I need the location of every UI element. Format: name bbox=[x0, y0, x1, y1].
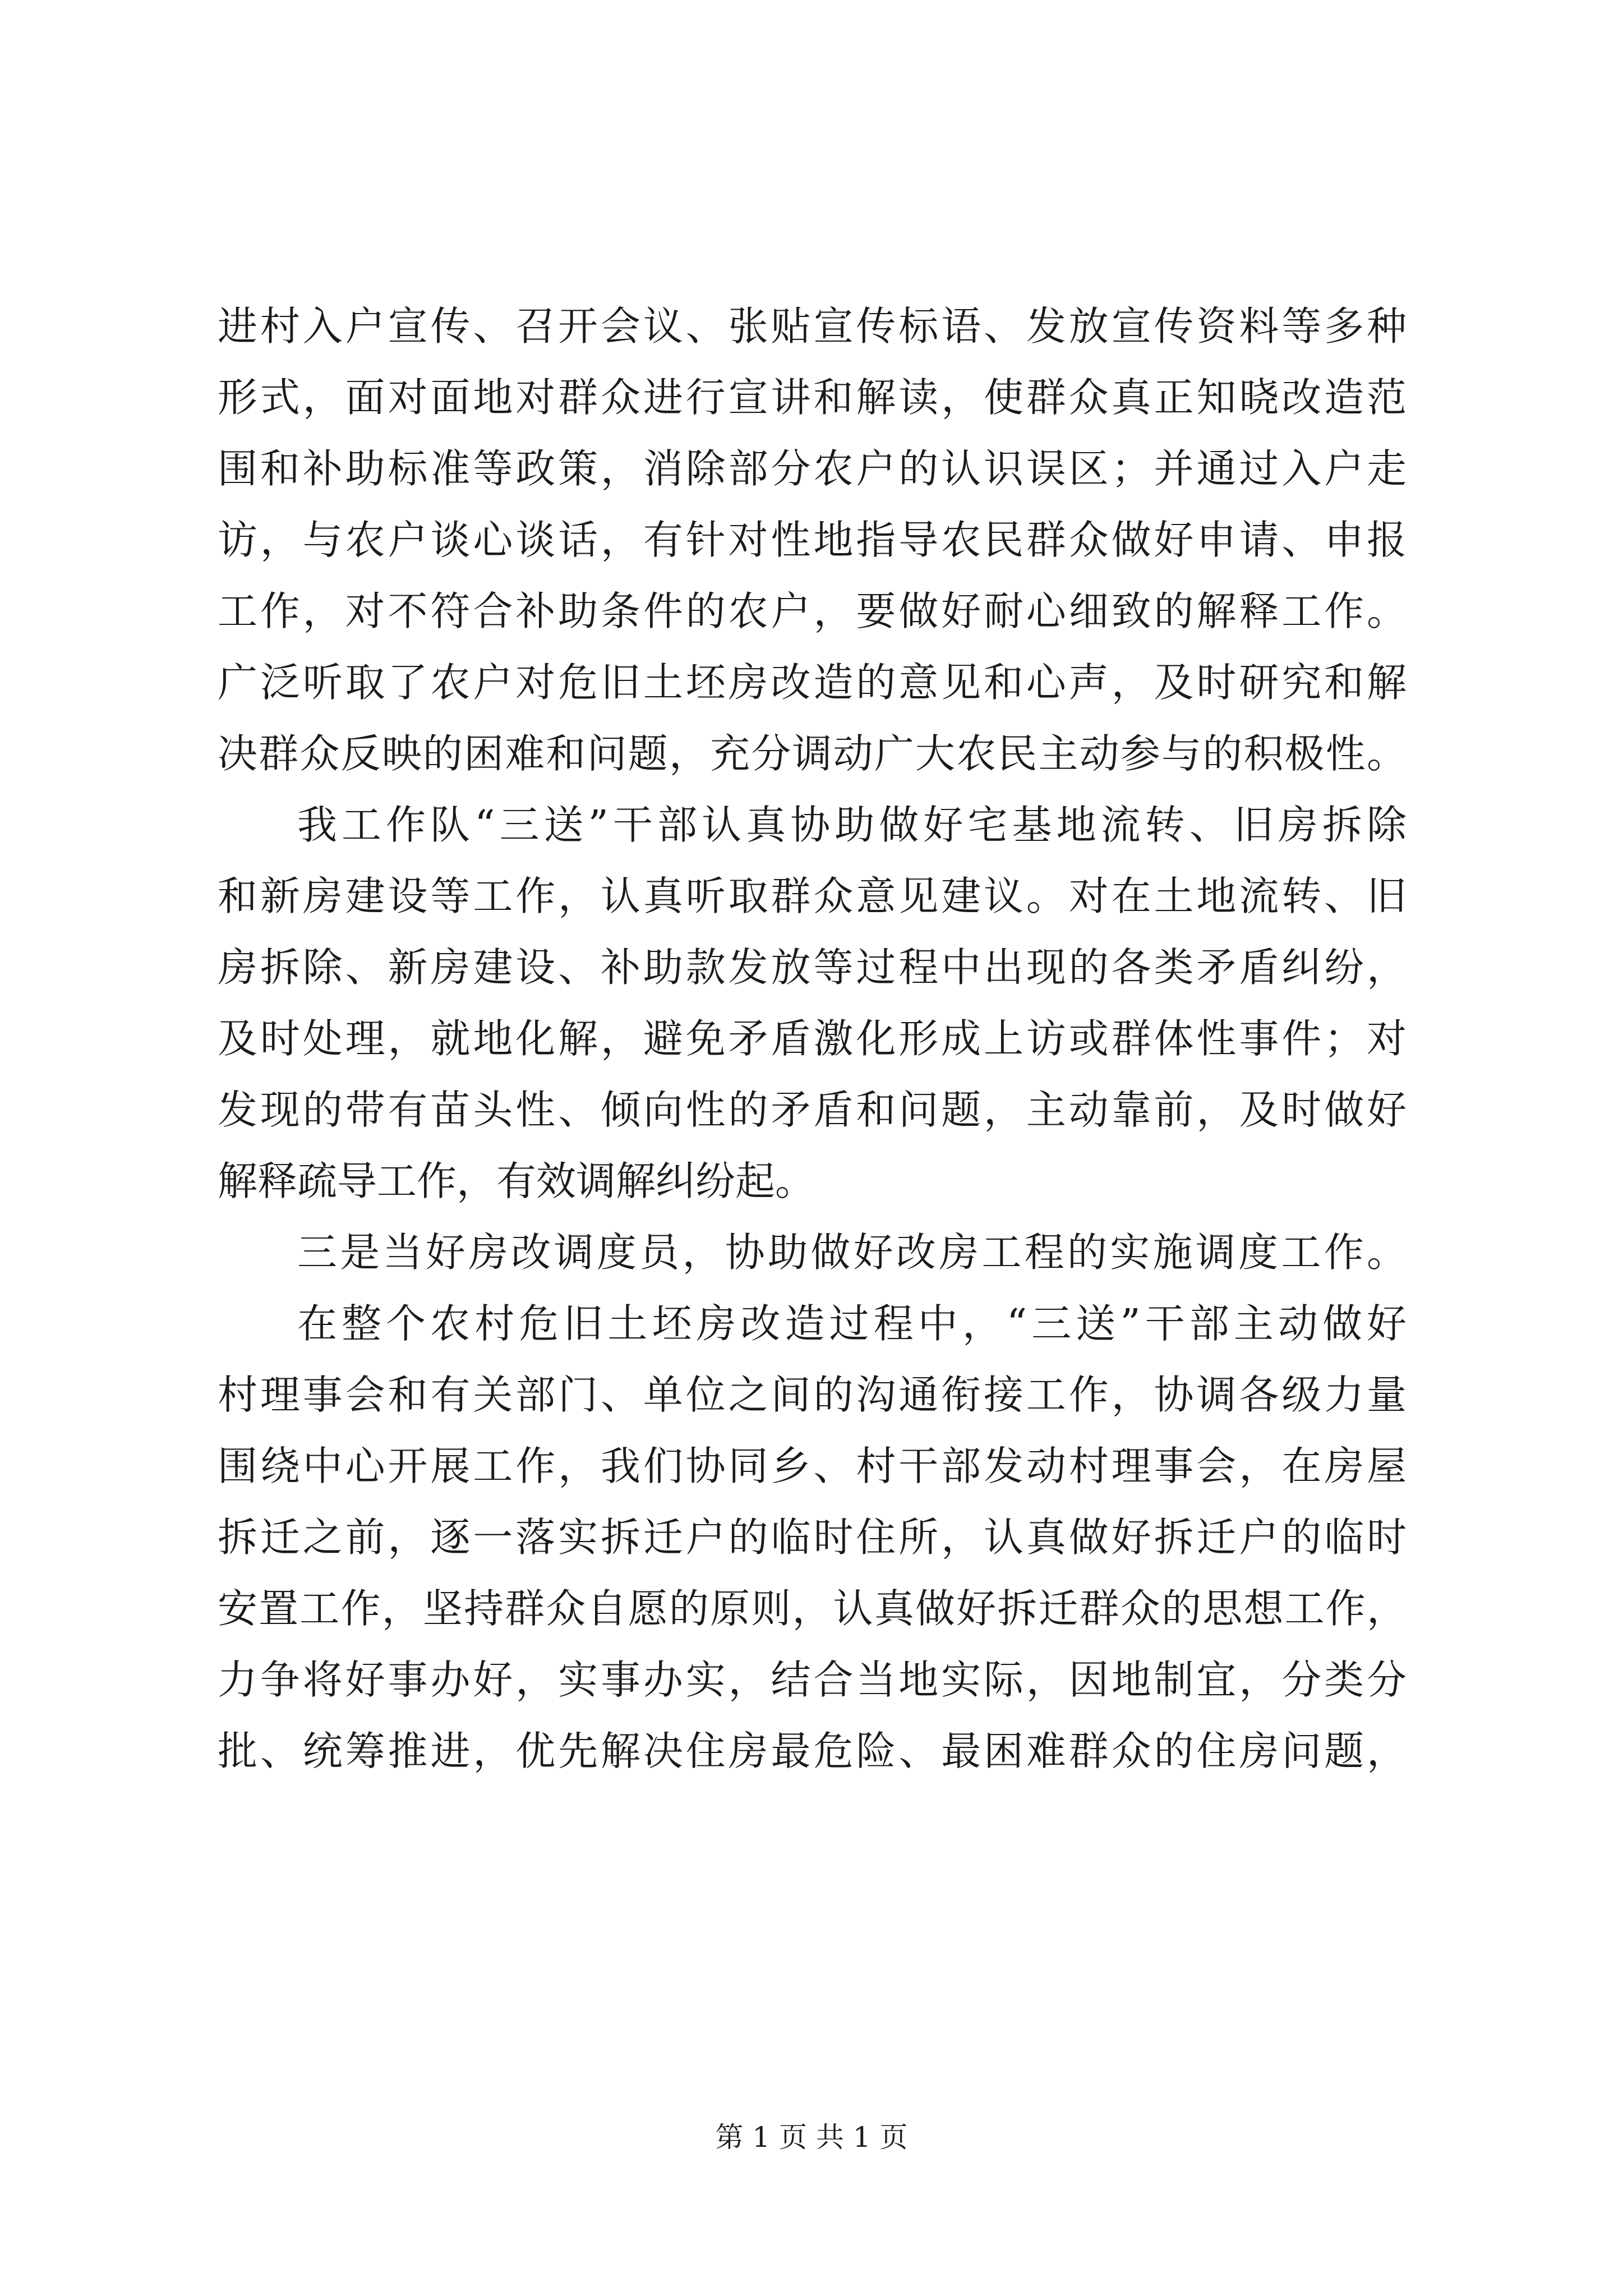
text-line: 及时处理，就地化解，避免矛盾激化形成上访或群体性事件；对 bbox=[218, 1015, 1407, 1062]
text-line: 拆迁之前，逐一落实拆迁户的临时住所，认真做好拆迁户的临时 bbox=[218, 1514, 1407, 1561]
text-line: 决群众反映的困难和问题，充分调动广大农民主动参与的积极性。 bbox=[218, 730, 1407, 777]
text-line: 在整个农村危旧土坯房改造过程中，“三送”干部主动做好 bbox=[297, 1300, 1407, 1347]
text-line: 发现的带有苗头性、倾向性的矛盾和问题，主动靠前，及时做好 bbox=[218, 1087, 1407, 1133]
text-line: 力争将好事办好，实事办实，结合当地实际，因地制宜，分类分 bbox=[218, 1657, 1407, 1703]
text-line: 工作，对不符合补助条件的农户，要做好耐心细致的解释工作。 bbox=[218, 588, 1407, 634]
text-line: 我工作队“三送”干部认真协助做好宅基地流转、旧房拆除 bbox=[297, 802, 1407, 848]
text-line: 村理事会和有关部门、单位之间的沟通衔接工作，协调各级力量 bbox=[218, 1372, 1407, 1418]
text-line: 房拆除、新房建设、补助款发放等过程中出现的各类矛盾纠纷， bbox=[218, 944, 1407, 991]
text-line: 广泛听取了农户对危旧土坯房改造的意见和心声，及时研究和解 bbox=[218, 659, 1407, 706]
page-footer: 第 1 页 共 1 页 bbox=[715, 2121, 908, 2154]
document-body bbox=[218, 291, 1407, 1787]
text-line: 围绕中心开展工作，我们协同乡、村干部发动村理事会，在房屋 bbox=[218, 1443, 1407, 1489]
text-line: 批、统筹推进，优先解决住房最危险、最困难群众的住房问题， bbox=[218, 1728, 1407, 1774]
text-line: 进村入户宣传、召开会议、张贴宣传标语、发放宣传资料等多种 bbox=[218, 303, 1407, 349]
text-line: 和新房建设等工作，认真听取群众意见建议。对在土地流转、旧 bbox=[218, 873, 1407, 919]
text-line: 访，与农户谈心谈话，有针对性地指导农民群众做好申请、申报 bbox=[218, 517, 1407, 563]
text-line: 形式，面对面地对群众进行宣讲和解读，使群众真正知晓改造范 bbox=[218, 374, 1407, 421]
text-line: 安置工作，坚持群众自愿的原则，认真做好拆迁群众的思想工作， bbox=[218, 1585, 1407, 1632]
text-line: 解释疏导工作，有效调解纠纷起。 bbox=[218, 1158, 815, 1204]
text-line: 围和补助标准等政策，消除部分农户的认识误区；并通过入户走 bbox=[218, 445, 1407, 492]
text-line: 三是当好房改调度员，协助做好改房工程的实施调度工作。 bbox=[297, 1229, 1407, 1276]
